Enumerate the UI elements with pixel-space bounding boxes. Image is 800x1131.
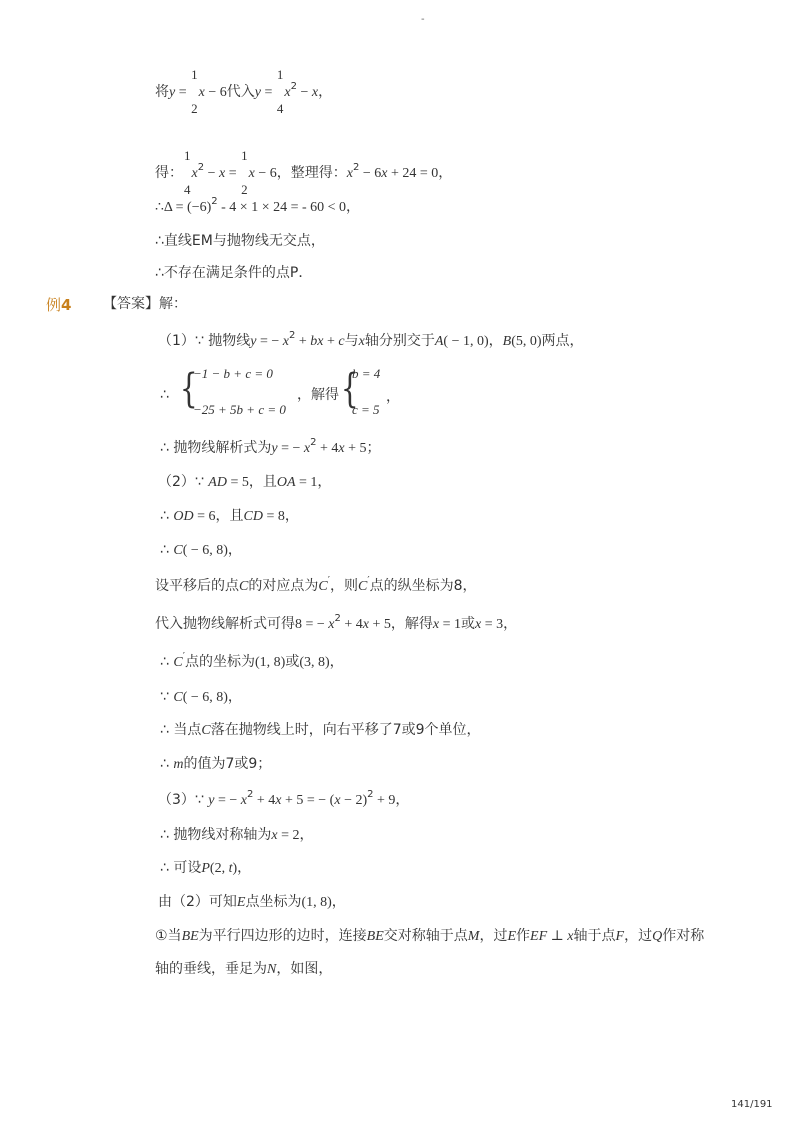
text-s1-end: 两点， <box>541 333 584 349</box>
substitute-solve-line: 代入抛物线解析式可得8 = − $x^2 + 4x + 5$，解得x = 1或x = 3， <box>155 613 518 632</box>
point-c-line: ∴ C( − 6, 8)， <box>160 542 242 558</box>
text-s6: ∴ <box>160 542 174 558</box>
text-zhengli: ，整理得： <box>276 165 347 181</box>
part3-line: （3）∵ y = − $x^2 + 4x + 5$ = − $(x - 2)^2 + 9$， <box>158 789 410 808</box>
text-s7a: 设平移后的点 <box>155 578 239 594</box>
text-s17f: 轴于点 <box>573 928 616 944</box>
text-jiang: 将 <box>155 84 169 100</box>
case1-continued-line: 轴的垂线，垂足为N，如图， <box>155 961 333 977</box>
text-s17c: 交对称轴于点 <box>383 928 468 944</box>
text-s16b: 点坐标为 <box>245 894 302 910</box>
delta-line: ∴Δ = $(-6)^2 - 4 \times 1 \times 24$ = - 60 < 0， <box>155 196 361 215</box>
text-s1-mid2: 轴分别交于 <box>364 333 435 349</box>
text-s1-mid: 与 <box>344 333 359 349</box>
text-s7b: 的对应点为 <box>248 578 319 594</box>
text-s9b: 点的坐标为 <box>184 654 255 670</box>
substitute-line: 将y = 1 2 x − 6代入y = 1 4 $x^2 - x$， <box>155 58 332 126</box>
no-intersection-line: ∴直线EM与抛物线无交点， <box>155 233 325 249</box>
c-prime-coords-line: ∴ C′点的坐标为(1, 8)或(3, 8)， <box>160 651 344 670</box>
text-s8c: 或 <box>461 616 476 632</box>
solution-c: c = 5 <box>352 402 380 417</box>
delta-rest: - 4 × 1 × 24 = - 60 < 0， <box>217 200 361 215</box>
jiede-text: ，解得 <box>297 387 339 403</box>
text-s17e: 作 <box>516 928 531 944</box>
text-s3: ∴ 抛物线解析式为 <box>160 440 272 456</box>
because-c-line: ∵ C( − 6, 8)， <box>160 689 242 705</box>
text-s8b: ，解得 <box>390 616 433 632</box>
therefore-symbol: ∴ <box>160 387 169 403</box>
text-s9c: 或 <box>285 654 300 670</box>
example-word: 例 <box>46 296 62 314</box>
text-s4-mid: ，且 <box>248 474 277 490</box>
text-s17a: ①当 <box>155 928 182 944</box>
example-number: 4 <box>61 296 72 314</box>
text-s7d: 点的纵坐标为8， <box>369 578 477 594</box>
part2-line: （2）∵ AD = 5，且OA = 1， <box>158 474 332 490</box>
part1-line: （1）∵ 抛物线y = − $x^2$ + bx + c与x轴分别交于A( − 1, 0)，B(5, 0)两点， <box>158 330 584 349</box>
od-line: ∴ OD = 6，且CD = 8， <box>160 508 299 524</box>
case1-line: ①当BE为平行四边形的边时，连接BE交对称轴于点M，过E作EF ⊥ x轴于点F，过Q作对称 <box>155 928 705 944</box>
translate-line: 设平移后的点C的对应点为C′，则C′点的纵坐标为8， <box>155 575 477 594</box>
text-s9d: ， <box>329 654 344 670</box>
text-s10a: ∵ <box>160 689 174 705</box>
delta-text: ∴Δ = (−6) <box>155 200 212 215</box>
system-eq-1: −1 − b + c = 0 <box>193 366 273 381</box>
solution-b: b = 4 <box>352 366 381 381</box>
text-s17h: 作对称 <box>662 928 705 944</box>
text-s12a: ∴ <box>160 756 174 772</box>
text-s1-prefix: （1）∵ 抛物线 <box>158 333 251 349</box>
point-e-line: 由（2）可知E点坐标为(1, 8)， <box>158 894 346 910</box>
example-label <box>46 294 71 315</box>
system-end-comma: ， <box>386 389 400 405</box>
text-s17d: ，过 <box>479 928 508 944</box>
text-s17g: ，过 <box>624 928 653 944</box>
page-number: 141/191 <box>731 1099 773 1110</box>
text-s14a: ∴ 抛物线对称轴为 <box>160 827 272 843</box>
no-point-line: ∴不存在满足条件的点P． <box>155 265 313 281</box>
answer-heading: 【答案】解： <box>103 296 187 312</box>
text-s8d: ， <box>503 616 518 632</box>
text-s18a: 轴的垂线，垂足为 <box>155 961 267 977</box>
text-s13a: （3）∵ <box>158 792 209 808</box>
shift-line: ∴ 当点C落在抛物线上时，向右平移了7或9个单位， <box>160 722 481 738</box>
text-s15a: ∴ 可设 <box>160 860 202 876</box>
text-de: 得： <box>155 165 183 181</box>
text-dairu: 代入 <box>226 84 255 100</box>
text-s9a: ∴ <box>160 654 174 670</box>
text-s11a: ∴ 当点 <box>160 722 202 738</box>
fraction-half: 1 2 <box>191 67 198 116</box>
text-s7c: ，则 <box>329 578 358 594</box>
top-mark: - <box>421 14 425 25</box>
text-s16a: 由（2）可知 <box>158 894 237 910</box>
equation-line: 得： 1 4 $x^2 - x$ = 1 2 x − 6，整理得：$x^2 - 6x + 24 = 0$， <box>155 148 453 197</box>
text-s17b: 为平行四边形的边时，连接 <box>198 928 367 944</box>
axis-line: ∴ 抛物线对称轴为x = 2， <box>160 827 314 843</box>
text-s18b: ，如图， <box>276 961 333 977</box>
right-brace: { <box>340 366 359 412</box>
left-brace: { <box>179 366 198 412</box>
fraction-quarter: 1 4 <box>276 67 284 116</box>
text-s5-mid: ，且 <box>215 508 244 524</box>
text-s12b: 的值为7或9； <box>183 756 272 772</box>
set-p-line: ∴ 可设P(2, t)， <box>160 860 252 876</box>
text-s5: ∴ <box>160 508 174 524</box>
parabola-formula-line: ∴ 抛物线解析式为y = − $x^2 + 4x + 5$； <box>160 437 381 456</box>
text-s8a: 代入抛物线解析式可得 <box>155 616 295 632</box>
m-value-line: ∴ m的值为7或9； <box>160 756 272 772</box>
text-s4: （2）∵ <box>158 474 209 490</box>
text-s11b: 落在抛物线上时，向右平移了7或9个单位， <box>210 722 481 738</box>
system-eq-2: −25 + 5b + c = 0 <box>193 402 286 417</box>
